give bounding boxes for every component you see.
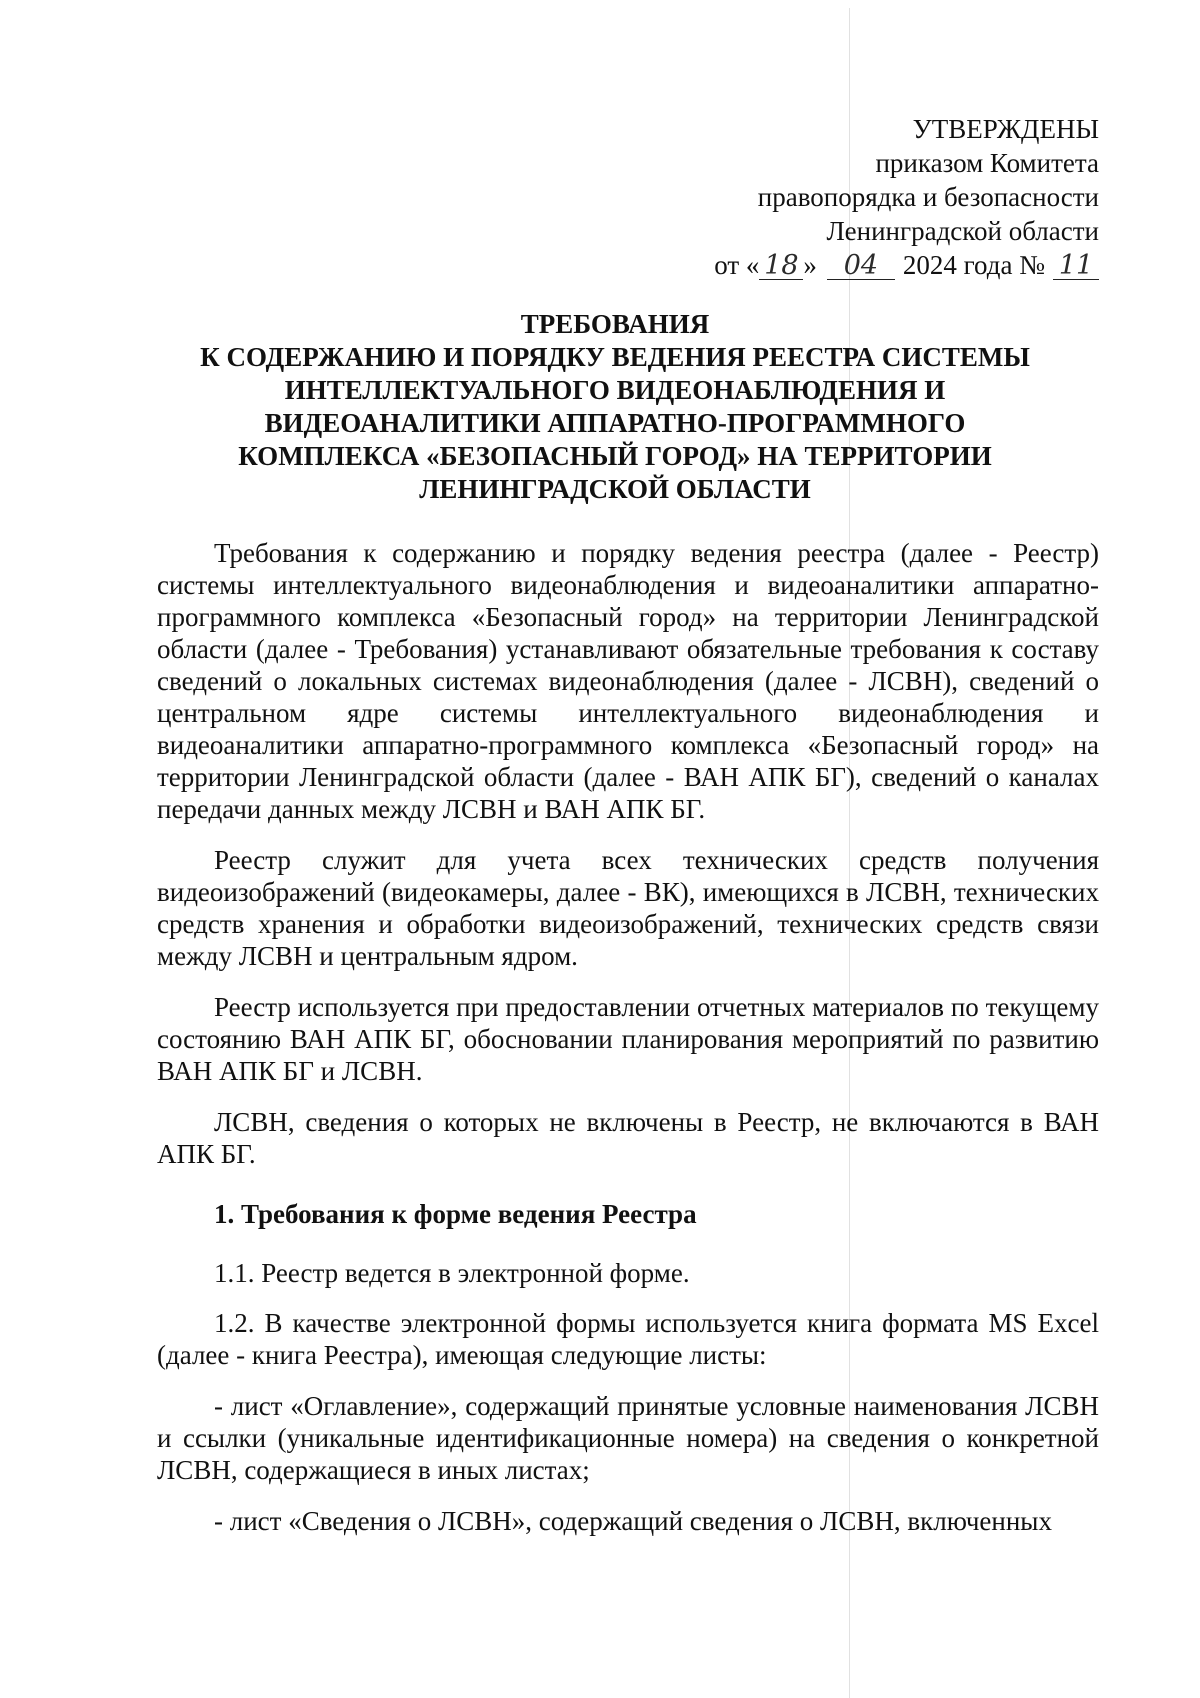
title-line-6: ЛЕНИНГРАДСКОЙ ОБЛАСТИ [419,474,811,504]
paragraph-purpose: Реестр служит для учета всех технических средств получения видеоизображений (видеокамеры, далее - ВК), имеющихся в ЛСВН, технических средств хранения и обработки видеоизображений, технических средств связи между ЛСВН и центральным ядром. [157,845,1099,971]
approval-block [714,112,1099,282]
section-heading-1: 1. Требования к форме ведения Реестра [214,1199,697,1229]
title-line-3: ИНТЕЛЛЕКТУАЛЬНОГО ВИДЕОНАБЛЮДЕНИЯ И [284,375,946,405]
approval-line-3: правопорядка и безопасности [757,182,1099,212]
document-title [130,308,1100,506]
paragraph-intro: Требования к содержанию и порядку ведения реестра (далее - Реестр) системы интеллектуального видеонаблюдения и видеоаналитики аппаратно-программного комплекса «Безопасный город» на территории Ленинградской области (далее - Требования) устанавливают обязательные требования к составу сведений о локальных системах видеонаблюдения (далее - ЛСВН), сведений о центральном ядре системы интеллектуального видеонаблюдения и видеоаналитики аппаратно-программного комплекса «Безопасный город» на территории Ленинградской области (далее - ВАН АПК БГ), сведений о каналах передачи данных между ЛСВН и ВАН АПК БГ. [157,538,1099,824]
date-year: 2024 года № [902,250,1045,280]
approval-date-line [714,248,1099,282]
title-line-1: ТРЕБОВАНИЯ [520,309,710,339]
title-line-5: КОМПЛЕКСА «БЕЗОПАСНЫЙ ГОРОД» НА ТЕРРИТОРИИ [238,441,992,471]
date-mid: » [803,250,817,280]
date-prefix: от « [714,250,760,280]
paragraph-exclusion: ЛСВН, сведения о которых не включены в Реестр, не включаются в ВАН АПК БГ. [157,1107,1099,1169]
approval-line-1: УТВЕРЖДЕНЫ [912,114,1099,144]
handwritten-day: 18 [759,253,803,280]
approval-line-2: приказом Комитета [875,148,1099,178]
handwritten-order-number: 11 [1053,253,1099,280]
list-item-lsvn-sheet: - лист «Сведения о ЛСВН», содержащий сведения о ЛСВН, включенных [214,1506,1052,1536]
list-item-contents-sheet: - лист «Оглавление», содержащий принятые условные наименования ЛСВН и ссылки (уникальные идентификационные номера) на сведения о конкретной ЛСВН, содержащиеся в иных листах; [157,1391,1099,1485]
paragraph-usage: Реестр используется при предоставлении отчетных материалов по текущему состоянию ВАН АПК БГ, обосновании планирования мероприятий по развитию ВАН АПК БГ и ЛСВН. [157,992,1099,1086]
title-line-4: ВИДЕОАНАЛИТИКИ АППАРАТНО-ПРОГРАММНОГО [264,408,966,438]
handwritten-month: 04 [827,253,895,280]
approval-line-4: Ленинградской области [826,216,1099,246]
clause-1-1: 1.1. Реестр ведется в электронной форме. [214,1258,690,1288]
document-body [157,537,1099,1556]
title-line-2: К СОДЕРЖАНИЮ И ПОРЯДКУ ВЕДЕНИЯ РЕЕСТРА СИСТЕМЫ [200,342,1030,372]
clause-1-2: 1.2. В качестве электронной формы используется книга формата MS Excel (далее - книга Реестра), имеющая следующие листы: [157,1308,1099,1370]
